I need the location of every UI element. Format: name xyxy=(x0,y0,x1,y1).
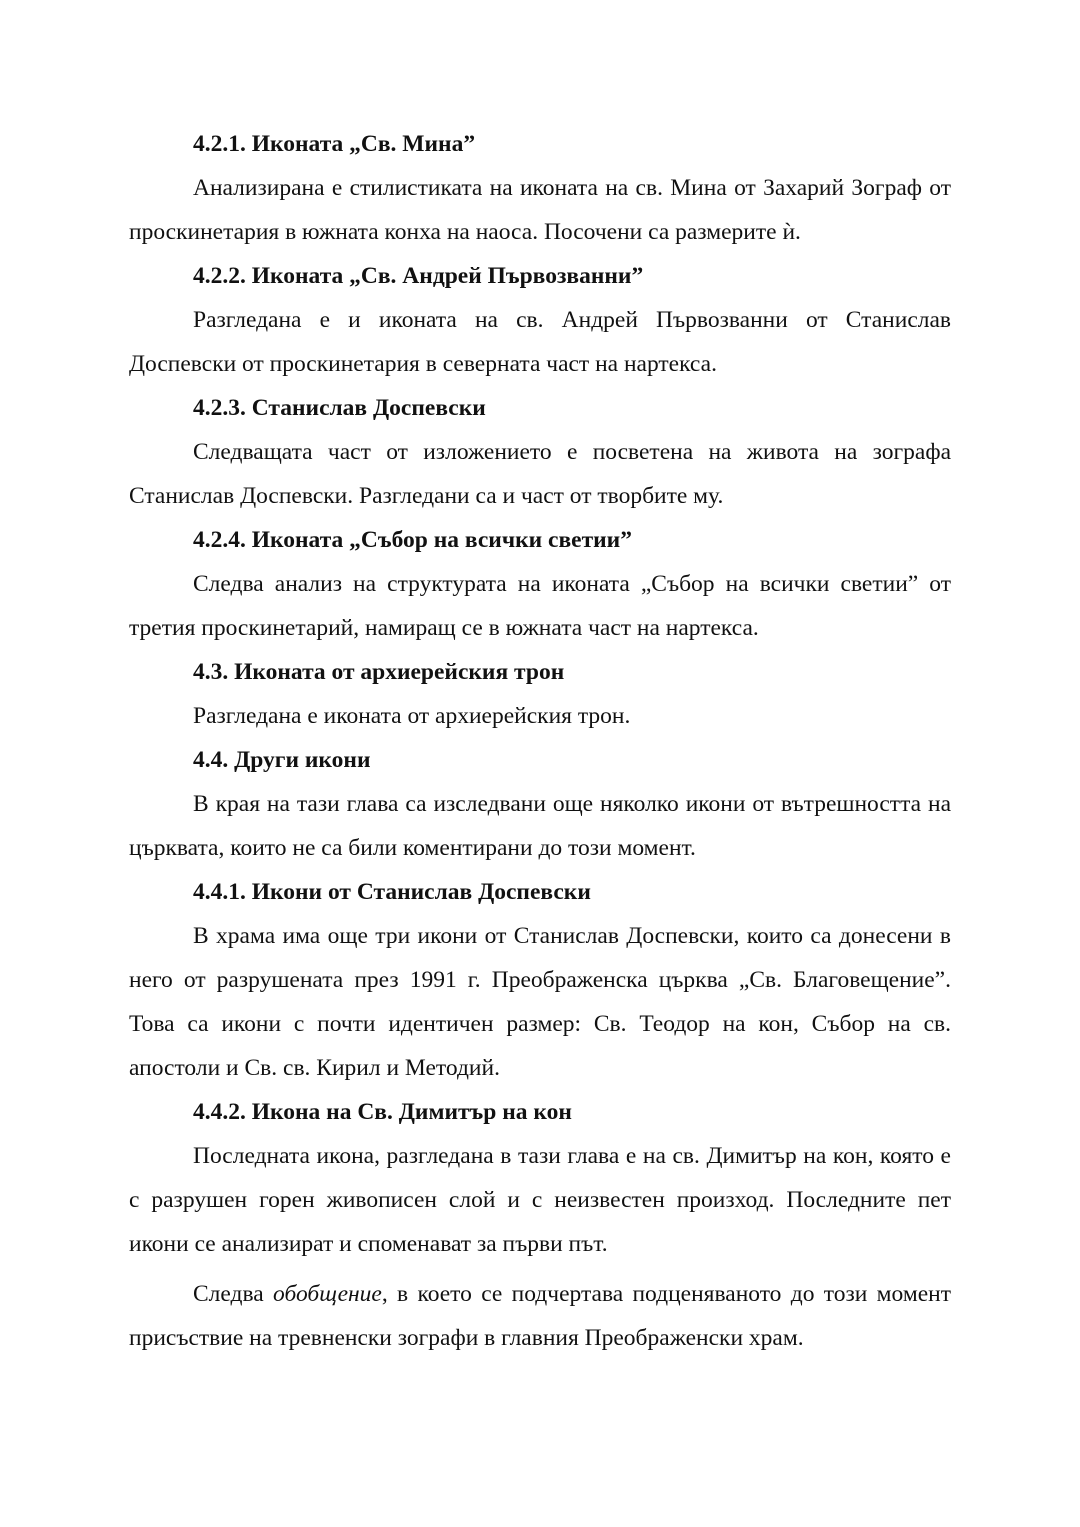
paragraph-4-4-2: Последната икона, разгледана в тази глава е на св. Димитър на кон, която е с разрушен горен живописен слой и с неизвестен произход. Последните пет икони се анализират и споменават за първи път. xyxy=(129,1143,951,1257)
heading-4-3: 4.3. Иконата от архиерейския трон xyxy=(193,659,565,685)
paragraph-4-4: В края на тази глава са изследвани още няколко икони от вътрешността на църквата, които не са били коментирани до този момент. xyxy=(129,791,951,861)
heading-4-4-1: 4.4.1. Икони от Станислав Доспевски xyxy=(193,879,591,905)
heading-4-4-2: 4.4.2. Икона на Св. Димитър на кон xyxy=(193,1099,572,1125)
summary-emphasis: обобщение xyxy=(273,1281,382,1307)
heading-4-2-1: 4.2.1. Иконата „Св. Мина” xyxy=(193,131,476,157)
paragraph-4-2-3: Следващата част от изложението е посветена на живота на зографа Станислав Доспевски. Разгледани са и част от творбите му. xyxy=(129,439,951,509)
page-content xyxy=(129,122,951,1360)
paragraph-4-2-1: Анализирана е стилистиката на иконата на св. Мина от Захарий Зограф от проскинетария в южната конха на наоса. Посочени са размерите ѝ. xyxy=(129,175,951,245)
paragraph-4-3: Разгледана е иконата от архиерейския трон. xyxy=(193,703,631,729)
paragraph-4-4-1: В храма има още три икони от Станислав Доспевски, които са донесени в него от разрушената през 1991 г. Преображенска църква „Св. Благовещение”. Това са икони с почти идентичен размер: Св. Теодор на кон, Събор на св. апостоли и Св. св. Кирил и Методий. xyxy=(129,923,951,1081)
heading-4-2-2: 4.2.2. Иконата „Св. Андрей Първозванни” xyxy=(193,263,644,289)
heading-4-2-3: 4.2.3. Станислав Доспевски xyxy=(193,395,486,421)
heading-4-2-4: 4.2.4. Иконата „Събор на всички светии” xyxy=(193,527,632,553)
summary-paragraph xyxy=(129,1272,951,1360)
paragraph-4-2-4: Следва анализ на структурата на иконата „Събор на всички светии” от третия проскинетарий, намиращ се в южната част на нартекса. xyxy=(129,571,951,641)
heading-4-4: 4.4. Други икони xyxy=(193,747,371,773)
summary-text-before: Следва xyxy=(193,1281,274,1307)
summary-text-after: , в което се подчертава подценяваното до този момент присъствие на тревненски зографи в главния Преображенски храм. xyxy=(129,1281,951,1351)
paragraph-4-2-2: Разгледана е и иконата на св. Андрей Първозванни от Станислав Доспевски от проскинетария в северната част на нартекса. xyxy=(129,307,951,377)
